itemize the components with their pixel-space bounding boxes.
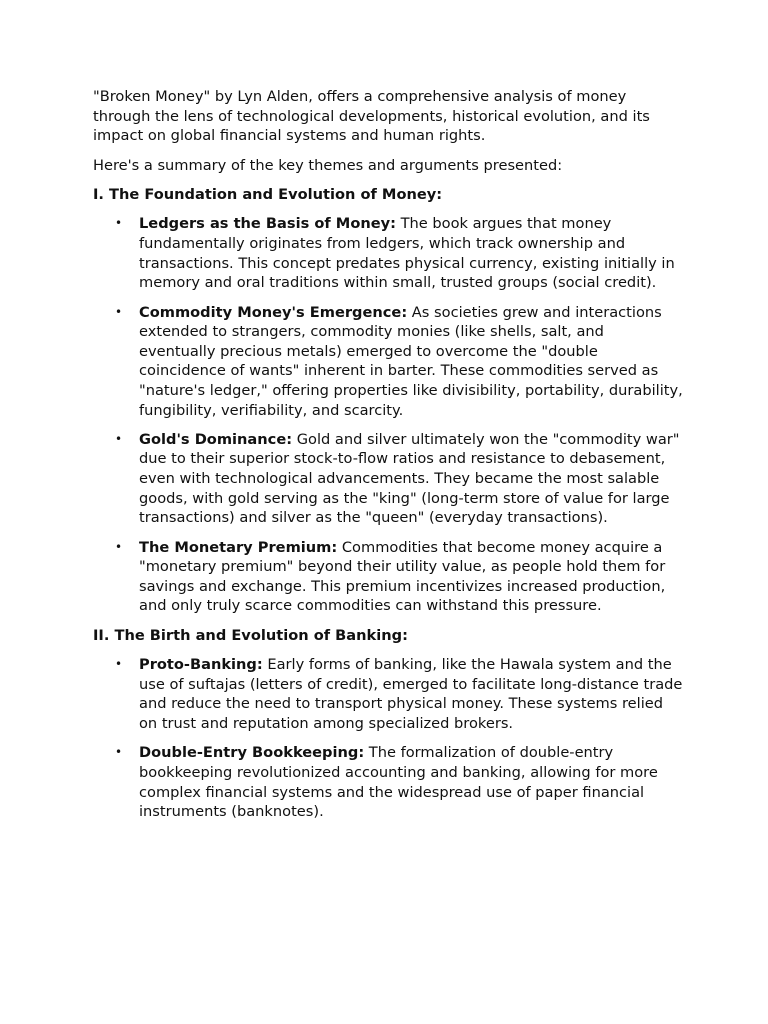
section-heading-banking: II. The Birth and Evolution of Banking: [93, 626, 408, 644]
item-term: Gold's Dominance: [139, 430, 293, 448]
document-page [93, 87, 683, 832]
section-list-foundation [93, 214, 683, 616]
item-term: The Monetary Premium: [139, 538, 338, 556]
intro-paragraph: "Broken Money" by Lyn Alden, offers a comprehensive analysis of money through the lens of technological developments, historical evolution, and its impact on global financial systems and human rights. [93, 88, 650, 145]
bullet-icon: • [115, 657, 123, 672]
summary-lead: Here's a summary of the key themes and arguments presented: [93, 156, 563, 174]
list-item [93, 303, 683, 421]
list-item [93, 743, 683, 821]
bullet-icon: • [115, 539, 123, 554]
bullet-icon: • [115, 745, 123, 760]
list-item [93, 655, 683, 733]
item-term: Double-Entry Bookkeeping: [139, 744, 365, 762]
bullet-icon: • [115, 431, 123, 446]
section-list-banking [93, 655, 683, 822]
list-item [93, 214, 683, 292]
list-item [93, 538, 683, 616]
item-term: Ledgers as the Basis of Money: [139, 215, 396, 233]
list-item [93, 430, 683, 528]
section-heading-foundation: I. The Foundation and Evolution of Money: [93, 185, 443, 203]
item-term: Commodity Money's Emergence: [139, 303, 408, 321]
item-text: Commodities that become money acquire a "monetary premium" beyond their utility value, as people hold them for savings and exchange. This premium incentivizes increased production, and only truly scarce commodities can withstand this pressure. [139, 538, 666, 615]
item-text: Early forms of banking, like the Hawala system and the use of suftajas (letters of credit), emerged to facilitate long-distance trade and reduce the need to transport physical money. These systems relied on trust and reputation among specialized brokers. [139, 656, 683, 732]
bullet-icon: • [115, 304, 123, 319]
item-term: Proto-Banking: [139, 656, 263, 674]
bullet-icon: • [115, 216, 123, 231]
item-text: Gold and silver ultimately won the "commodity war" due to their superior stock-to-flow ratios and resistance to debasement, even with technological advancements. They became the most salable goods, with gold serving as the "king" (long-term store of value for large transactions) and silver as the "queen" (everyday transactions). [139, 430, 680, 527]
item-text: The book argues that money fundamentally originates from ledgers, which track ownership and transactions. This concept predates physical currency, existing initially in memory and oral traditions within small, trusted groups (social credit). [139, 215, 675, 292]
item-text: As societies grew and interactions extended to strangers, commodity monies (like shells, salt, and eventually precious metals) emerged to overcome the "double coincidence of wants" inherent in barter. These commodities served as "nature's ledger," offering properties like divisibility, portability, durability, fungibility, verifiability, and scarcity. [139, 303, 683, 419]
item-text: The formalization of double-entry bookkeeping revolutionized accounting and banking, allowing for more complex financial systems and the widespread use of paper financial instruments (banknotes). [139, 744, 658, 821]
